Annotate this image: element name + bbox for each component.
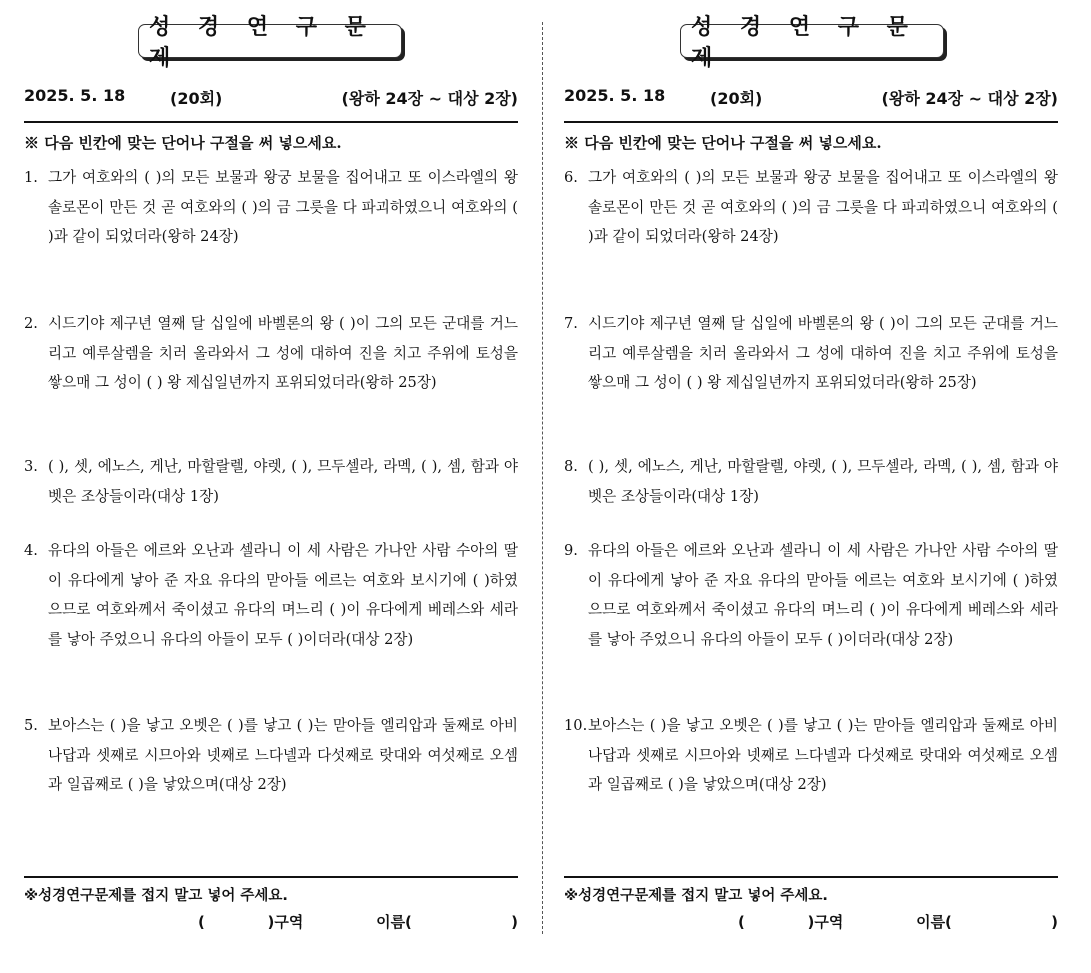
question-item xyxy=(564,309,1058,398)
footer-fields xyxy=(24,911,518,933)
question-item xyxy=(564,711,1058,800)
question-item xyxy=(24,536,518,654)
question-number: 7. xyxy=(564,315,578,332)
question-number: 3. xyxy=(24,458,38,475)
chapter-range: (왕하 24장 ~ 대상 2장) xyxy=(881,89,1058,108)
footer-note: ※성경연구문제를 접지 말고 넣어 주세요. xyxy=(24,888,288,904)
question-number: 4. xyxy=(24,542,38,559)
question-text: 유다의 아들은 에르와 오난과 셀라니 이 세 사람은 가나안 사람 수아의 딸이 유다에게 낳아 준 자요 유다의 맏아들 에르는 여호와 보시기에 ( )하였으므로 여호와께서 죽이셨고 유다의 며느리 ( )이 유다에게 베레스와 세라를 낳아 주었으니 유다의 아들이 모두 ( )이더라(대상 2장) xyxy=(48,542,518,648)
question-item xyxy=(24,163,518,252)
date: 2025. 5. 18 xyxy=(24,86,126,105)
question-text: 시드기야 제구년 열째 달 십일에 바벨론의 왕 ( )이 그의 모든 군대를 거느리고 예루살렘을 치러 올라와서 그 성에 대하여 진을 치고 주위에 토성을 쌓으매 그 성이 ( ) 왕 제십일년까지 포위되었더라(왕하 25장) xyxy=(588,315,1058,391)
question-number: 8. xyxy=(564,458,578,475)
question-item xyxy=(564,163,1058,252)
district-field: ( )구역 xyxy=(198,913,304,931)
footer-note: ※성경연구문제를 접지 말고 넣어 주세요. xyxy=(564,888,828,904)
chapter-range: (왕하 24장 ~ 대상 2장) xyxy=(341,89,518,108)
footer-fields xyxy=(564,911,1058,933)
name-field: 이름( ) xyxy=(916,913,1058,931)
question-item xyxy=(24,452,518,511)
question-text: 그가 여호와의 ( )의 모든 보물과 왕궁 보물을 집어내고 또 이스라엘의 왕 솔로몬이 만든 것 곧 여호와의 ( )의 금 그릇을 다 파괴하였으니 여호와의 ( )과 같이 되었더라(왕하 24장) xyxy=(48,169,518,245)
footer-rule xyxy=(24,876,518,878)
question-number: 2. xyxy=(24,315,38,332)
question-text: 그가 여호와의 ( )의 모든 보물과 왕궁 보물을 집어내고 또 이스라엘의 왕 솔로몬이 만든 것 곧 여호와의 ( )의 금 그릇을 다 파괴하였으니 여호와의 ( )과 같이 되었더라(왕하 24장) xyxy=(588,169,1058,245)
header-rule xyxy=(24,121,518,123)
question-text: ( ), 셋, 에노스, 게난, 마할랄렐, 야렛, ( ), 므두셀라, 라멕, ( ), 셈, 함과 야벳은 조상들이라(대상 1장) xyxy=(588,458,1058,505)
header-row xyxy=(24,86,518,108)
question-number: 5. xyxy=(24,717,38,734)
question-number: 10. xyxy=(564,717,588,734)
question-number: 6. xyxy=(564,169,578,186)
question-item xyxy=(564,452,1058,511)
date: 2025. 5. 18 xyxy=(564,86,666,105)
header-row xyxy=(564,86,1058,108)
instruction: ※ 다음 빈칸에 맞는 단어나 구절을 써 넣으세요. xyxy=(564,134,882,152)
question-item xyxy=(564,536,1058,654)
left-sheet xyxy=(24,0,520,973)
question-item xyxy=(24,309,518,398)
header-rule xyxy=(564,121,1058,123)
sheet-title: 성 경 연 구 문 제 xyxy=(138,24,402,58)
footer-rule xyxy=(564,876,1058,878)
question-text: ( ), 셋, 에노스, 게난, 마할랄렐, 야렛, ( ), 므두셀라, 라멕, ( ), 셈, 함과 야벳은 조상들이라(대상 1장) xyxy=(48,458,518,505)
round: (20회) xyxy=(170,89,223,108)
right-sheet xyxy=(564,0,1060,973)
question-text: 유다의 아들은 에르와 오난과 셀라니 이 세 사람은 가나안 사람 수아의 딸이 유다에게 낳아 준 자요 유다의 맏아들 에르는 여호와 보시기에 ( )하였으므로 여호와께서 죽이셨고 유다의 며느리 ( )이 유다에게 베레스와 세라를 낳아 주었으니 유다의 아들이 모두 ( )이더라(대상 2장) xyxy=(588,542,1058,648)
instruction: ※ 다음 빈칸에 맞는 단어나 구절을 써 넣으세요. xyxy=(24,134,342,152)
question-text: 보아스는 ( )을 낳고 오벳은 ( )를 낳고 ( )는 맏아들 엘리압과 둘째로 아비나답과 셋째로 시므아와 넷째로 느다넬과 다섯째로 랏대와 여섯째로 오셈과 일곱째로 ( )을 낳았으며(대상 2장) xyxy=(48,717,518,793)
question-number: 1. xyxy=(24,169,38,186)
question-number: 9. xyxy=(564,542,578,559)
district-field: ( )구역 xyxy=(738,913,844,931)
sheet-title: 성 경 연 구 문 제 xyxy=(680,24,944,58)
question-text: 보아스는 ( )을 낳고 오벳은 ( )를 낳고 ( )는 맏아들 엘리압과 둘째로 아비나답과 셋째로 시므아와 넷째로 느다넬과 다섯째로 랏대와 여섯째로 오셈과 일곱째로 ( )을 낳았으며(대상 2장) xyxy=(588,717,1058,793)
question-item xyxy=(24,711,518,800)
question-text: 시드기야 제구년 열째 달 십일에 바벨론의 왕 ( )이 그의 모든 군대를 거느리고 예루살렘을 치러 올라와서 그 성에 대하여 진을 치고 주위에 토성을 쌓으매 그 성이 ( ) 왕 제십일년까지 포위되었더라(왕하 25장) xyxy=(48,315,518,391)
name-field: 이름( ) xyxy=(376,913,518,931)
fold-divider xyxy=(542,22,543,934)
round: (20회) xyxy=(710,89,763,108)
